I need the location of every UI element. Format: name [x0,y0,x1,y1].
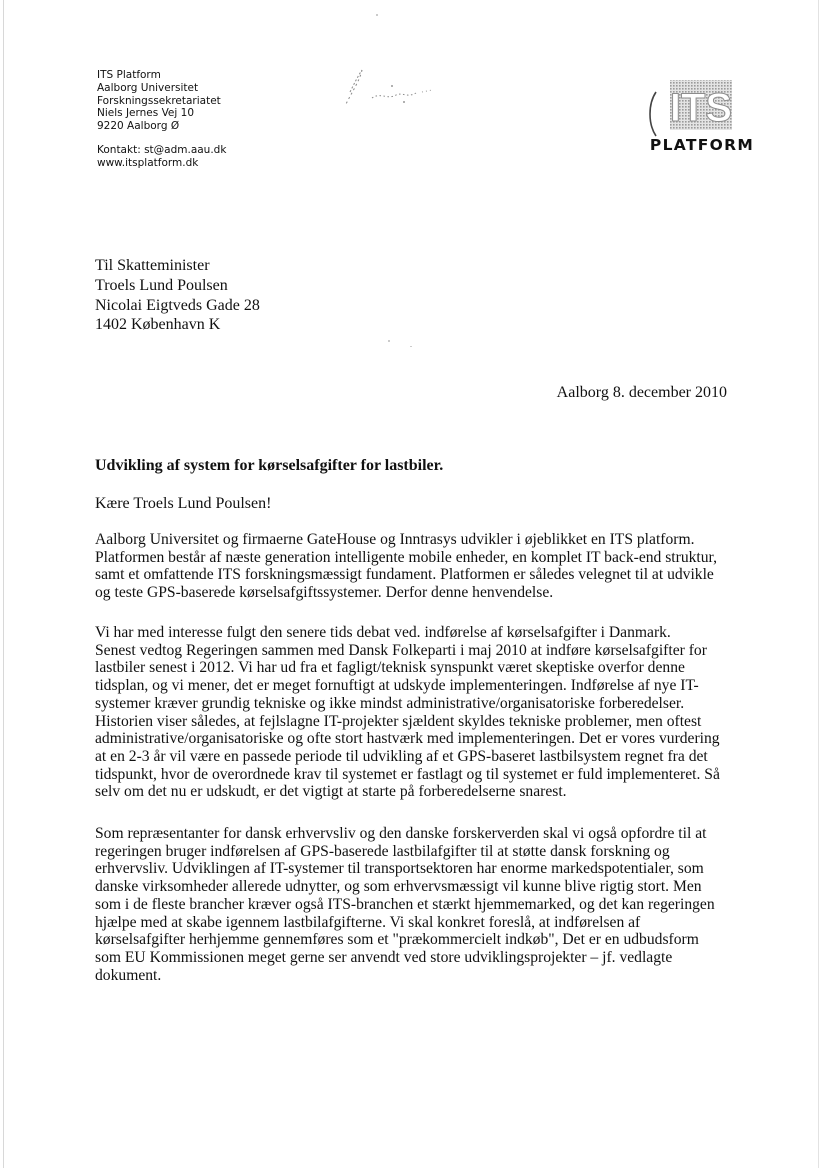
sender-city: 9220 Aalborg Ø [97,120,180,133]
paragraph-line: Senest vedtog Regeringen sammen med Dansk Folkeparti i maj 2010 at indføre kørselsafgifter for [95,641,707,659]
paragraph-line: som i de fleste brancher kræver også ITS-branchen et stærkt hjemmemarked, og det kan regeringen [95,895,715,913]
paragraph-line: danske virksomheder allerede udnytter, og som erhvervsmæssigt vil kunne blive rigtig stort. Men [95,878,702,896]
recipient-address [95,256,260,335]
paragraph-line: og teste GPS-baserede kørselsafgiftssystemer. Derfor denne henvendelse. [95,584,554,602]
sender-website: www.itsplatform.dk [97,156,199,169]
scan-speck [376,14,378,16]
paragraph-line: Som repræsentanter for dansk erhvervsliv og den danske forskerverden skal vi også opfordre til at [95,825,707,842]
paragraph-line: kørselsafgifter herhjemme gennemføres som et "prækommercielt indkøb", Det er en udbudsform [95,931,699,949]
paragraph-line: samt et omfattende ITS forskningsmæssigt fundament. Platformen er således velegnet til at udvikle [95,566,714,584]
svg-text:ITS: ITS [669,86,733,130]
paragraph-line: tidspunkt, hvor de overordnede krav til systemet er fastlagt og til systemet er fuld implementeret. Så [95,765,720,783]
sender-street: Niels Jernes Vej 10 [97,107,195,120]
scan-speck [410,346,412,347]
recipient-title: Til Skatteminister [95,257,210,274]
scan-edge-left [3,0,4,1168]
paragraph-line: tidsplan, og vi mener, det er meget fornuftigt at udskyde implementeringen. Indførelse af nye IT- [95,677,699,695]
paragraph-line: Vi har med interesse fulgt den senere tids debat ved. indførelse af kørselsafgifter i Danmark. [95,624,671,641]
paragraph-line: systemer kræver grundig tekniske og ikke mindst administrative/organisatoriske forberedelser. [95,694,685,712]
paragraph-line: erhvervsliv. Udviklingen af IT-systemer til transportsektoren har enorme markedspotentialer, som [95,860,704,878]
body-paragraph-2 [95,624,720,801]
sender-university: Aalborg Universitet [97,81,199,94]
paragraph-line: at en 2-3 år vil være en passede periode til udvikling af et GPS-baseret lastbilsystem regnet fra det [95,747,708,765]
sender-org: ITS Platform [97,69,161,81]
paragraph-line: Platformen består af næste generation intelligente mobile enheder, en komplet IT back-end struktur, [95,548,718,566]
paragraph-line: Historien viser således, at fejlslagne IT-projekter sjældent skyldes tekniske problemer, men oftest [95,712,702,730]
its-platform-logo [640,76,764,156]
recipient-city: 1402 København K [95,316,221,334]
paragraph-line: Aalborg Universitet og firmaerne GateHouse og Inntrasys udvikler i øjeblikket en ITS platform. [95,531,695,548]
sender-contact: Kontakt: st@adm.aau.dk [97,143,227,156]
paragraph-line: hjælpe med at skabe igennem lastbilafgifterne. Vi skal konkret foreslå, at indførelsen af [95,913,641,931]
paragraph-line: administrative/organisatoriske og ofte stort hastværk med implementeringen. Det er vores vurdering [95,730,720,748]
body-paragraph-3 [95,825,715,984]
handwritten-mark [332,62,444,114]
paragraph-line: som EU Kommissionen meget gerne ser anvendt ved store udviklingsprojekter – jf. vedlagte [95,948,673,966]
scan-edge-right [818,0,819,1168]
scan-speck [388,340,390,342]
body-paragraph-1 [95,531,717,602]
svg-text:PLATFORM: PLATFORM [649,136,755,154]
recipient-name: Troels Lund Poulsen [95,276,228,294]
letter-subject: Udvikling af system for kørselsafgifter for lastbiler. [95,457,444,474]
letter-greeting: Kære Troels Lund Poulsen! [95,495,272,512]
paragraph-line: regeringen bruger indførelsen af GPS-baserede lastbilafgifter til at støtte dansk forskning og [95,842,670,860]
paragraph-line: dokument. [95,966,162,984]
paragraph-line: selv om det nu er udskudt, er det vigtigt at starte på forberedelserne snarest. [95,783,567,801]
recipient-street: Nicolai Eigtveds Gade 28 [95,296,260,314]
letter-date: Aalborg 8. december 2010 [556,384,727,401]
paragraph-line: lastbiler senest i 2012. Vi har ud fra et fagligt/teknisk synspunkt været skeptiske overfor denne [95,659,685,677]
sender-department: Forskningssekretariatet [97,94,221,107]
sender-address [97,69,226,170]
